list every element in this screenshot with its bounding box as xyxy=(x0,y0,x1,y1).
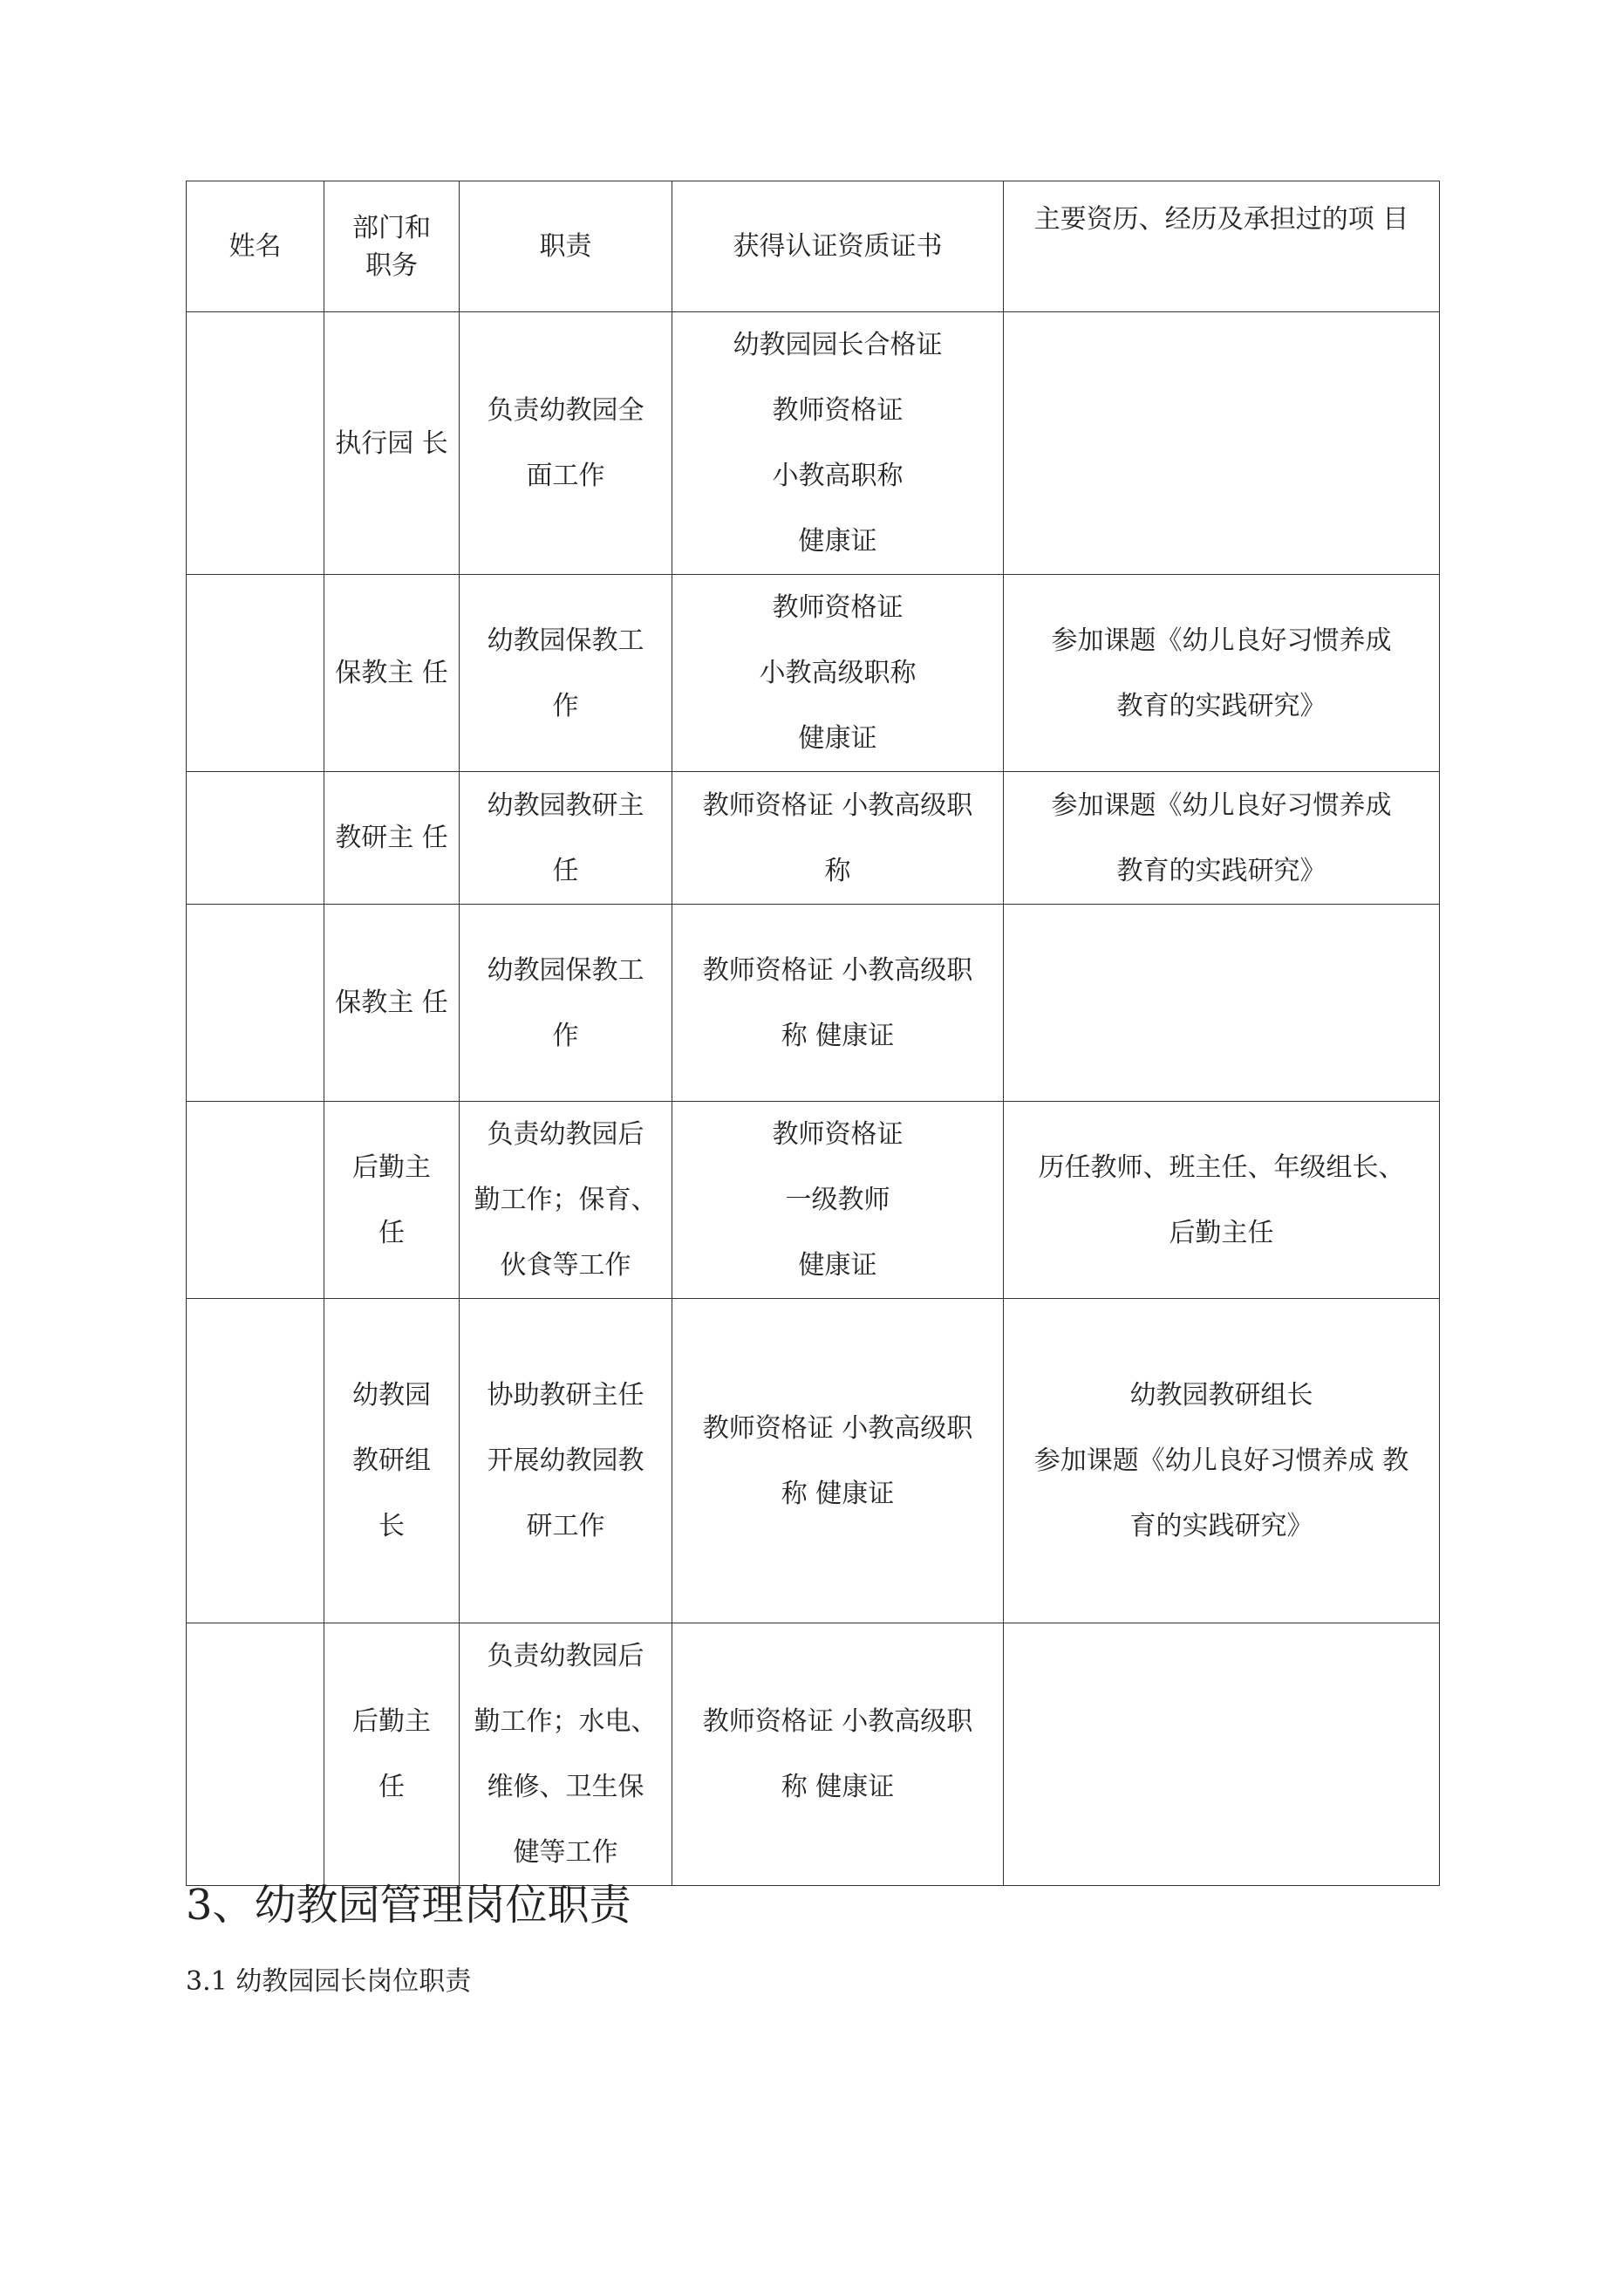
cell-line: 教师资格证 xyxy=(772,395,904,426)
section-heading: 3、幼教园管理岗位职责 xyxy=(186,1881,631,1930)
cell-line: 参加课题《幼儿良好习惯养成 教 xyxy=(1033,1445,1409,1476)
cell-line: 幼教园园长合格证 xyxy=(733,330,943,360)
table-row xyxy=(187,1299,1440,1623)
cell-line: 教研主 任 xyxy=(335,823,448,853)
sub-heading: 3.1 幼教园园长岗位职责 xyxy=(186,1966,472,1997)
cell-line: 健康证 xyxy=(798,526,877,557)
cell-line: 勤工作；水电、 xyxy=(474,1706,658,1737)
cell-line: 教师资格证 小教高级职 xyxy=(702,1706,973,1737)
table-header-row xyxy=(187,181,1440,312)
cell-line: 教研组 xyxy=(352,1445,431,1476)
table-row xyxy=(187,1623,1440,1886)
table-row xyxy=(187,1102,1440,1299)
cell-line: 后勤主 xyxy=(352,1151,431,1183)
cell-line: 一级教师 xyxy=(785,1185,890,1215)
header-name: 姓名 xyxy=(187,181,324,312)
cell-line: 称 健康证 xyxy=(781,1020,895,1051)
cell-duty xyxy=(460,1623,672,1886)
cell-duty xyxy=(460,772,672,905)
cell-cert xyxy=(672,1102,1004,1299)
cell-line: 健等工作 xyxy=(513,1837,618,1868)
cell-line: 保教主 任 xyxy=(335,987,448,1018)
table-row xyxy=(187,772,1440,905)
cell-experience xyxy=(1004,312,1440,575)
cell-dept xyxy=(324,575,460,772)
cell-line: 幼教园教研主 xyxy=(487,789,644,821)
cell-line: 健康证 xyxy=(798,1250,877,1281)
header-duty: 职责 xyxy=(460,181,672,312)
cell-dept xyxy=(324,1299,460,1623)
cell-cert xyxy=(672,575,1004,772)
cell-duty xyxy=(460,905,672,1102)
cell-duty xyxy=(460,1102,672,1299)
cell-line: 维修、卫生保 xyxy=(487,1772,644,1802)
table-row xyxy=(187,905,1440,1102)
cell-dept xyxy=(324,905,460,1102)
cell-line: 作 xyxy=(552,1020,579,1051)
cell-name xyxy=(187,1299,324,1623)
table-row xyxy=(187,312,1440,575)
table-row xyxy=(187,575,1440,772)
cell-name xyxy=(187,905,324,1102)
cell-line: 参加课题《幼儿良好习惯养成 xyxy=(1051,625,1392,656)
cell-experience xyxy=(1004,1299,1440,1623)
cell-cert xyxy=(672,905,1004,1102)
cell-line: 称 健康证 xyxy=(781,1478,895,1509)
cell-line: 幼教园教研组长 xyxy=(1129,1380,1313,1411)
cell-cert xyxy=(672,312,1004,575)
cell-name xyxy=(187,1102,324,1299)
cell-line: 教育的实践研究》 xyxy=(1116,690,1326,721)
cell-line: 作 xyxy=(552,690,579,721)
cell-duty xyxy=(460,312,672,575)
cell-line: 幼教园保教工 xyxy=(487,954,644,986)
cell-line: 负责幼教园全 xyxy=(487,395,644,426)
cell-line: 称 健康证 xyxy=(781,1772,895,1802)
header-experience: 主要资历、经历及承担过的项 目 xyxy=(1004,181,1440,312)
cell-line: 勤工作；保育、 xyxy=(474,1185,658,1215)
cell-line: 开展幼教园教 xyxy=(487,1445,644,1476)
cell-line: 教师资格证 xyxy=(772,592,904,623)
cell-line: 小教高级职称 xyxy=(759,658,917,688)
cell-line: 协助教研主任 xyxy=(487,1380,644,1411)
cell-dept xyxy=(324,772,460,905)
cell-duty xyxy=(460,575,672,772)
cell-line: 研工作 xyxy=(526,1511,605,1541)
cell-line: 教师资格证 小教高级职 xyxy=(702,1412,973,1444)
cell-line: 伙食等工作 xyxy=(500,1250,631,1281)
cell-line: 面工作 xyxy=(526,461,605,491)
cell-experience xyxy=(1004,772,1440,905)
cell-cert xyxy=(672,1299,1004,1623)
cell-line: 教师资格证 小教高级职 xyxy=(702,954,973,986)
cell-cert xyxy=(672,772,1004,905)
header-cert: 获得认证资质证书 xyxy=(672,181,1004,312)
cell-line: 幼教园 xyxy=(352,1380,431,1411)
cell-dept xyxy=(324,1623,460,1886)
staff-table xyxy=(186,181,1440,1886)
cell-line: 教育的实践研究》 xyxy=(1116,855,1326,886)
cell-experience xyxy=(1004,1102,1440,1299)
header-dept: 部门和 职务 xyxy=(324,181,460,312)
cell-experience xyxy=(1004,575,1440,772)
cell-line: 长 xyxy=(378,1511,405,1541)
cell-line: 任 xyxy=(378,1772,405,1802)
cell-line: 任 xyxy=(552,855,579,886)
cell-line: 负责幼教园后 xyxy=(487,1119,644,1150)
cell-line: 教师资格证 小教高级职 xyxy=(702,789,973,821)
cell-name xyxy=(187,575,324,772)
cell-line: 执行园 长 xyxy=(335,427,448,459)
cell-line: 健康证 xyxy=(798,723,877,754)
cell-experience xyxy=(1004,1623,1440,1886)
cell-dept xyxy=(324,312,460,575)
table-body xyxy=(187,312,1440,1886)
cell-dept xyxy=(324,1102,460,1299)
cell-experience xyxy=(1004,905,1440,1102)
cell-line: 后勤主 xyxy=(352,1706,431,1737)
cell-line: 保教主 任 xyxy=(335,658,448,688)
cell-name xyxy=(187,1623,324,1886)
cell-line: 称 xyxy=(824,855,851,886)
cell-line: 育的实践研究》 xyxy=(1129,1511,1313,1541)
cell-duty xyxy=(460,1299,672,1623)
cell-name xyxy=(187,312,324,575)
cell-name xyxy=(187,772,324,905)
cell-line: 历任教师、班主任、年级组长、 xyxy=(1038,1151,1405,1183)
cell-line: 任 xyxy=(378,1217,405,1248)
cell-line: 小教高职称 xyxy=(772,461,904,491)
cell-line: 教师资格证 xyxy=(772,1119,904,1150)
cell-line: 参加课题《幼儿良好习惯养成 xyxy=(1051,789,1392,821)
cell-line: 后勤主任 xyxy=(1169,1217,1274,1248)
cell-cert xyxy=(672,1623,1004,1886)
cell-line: 幼教园保教工 xyxy=(487,625,644,656)
cell-line: 负责幼教园后 xyxy=(487,1641,644,1671)
